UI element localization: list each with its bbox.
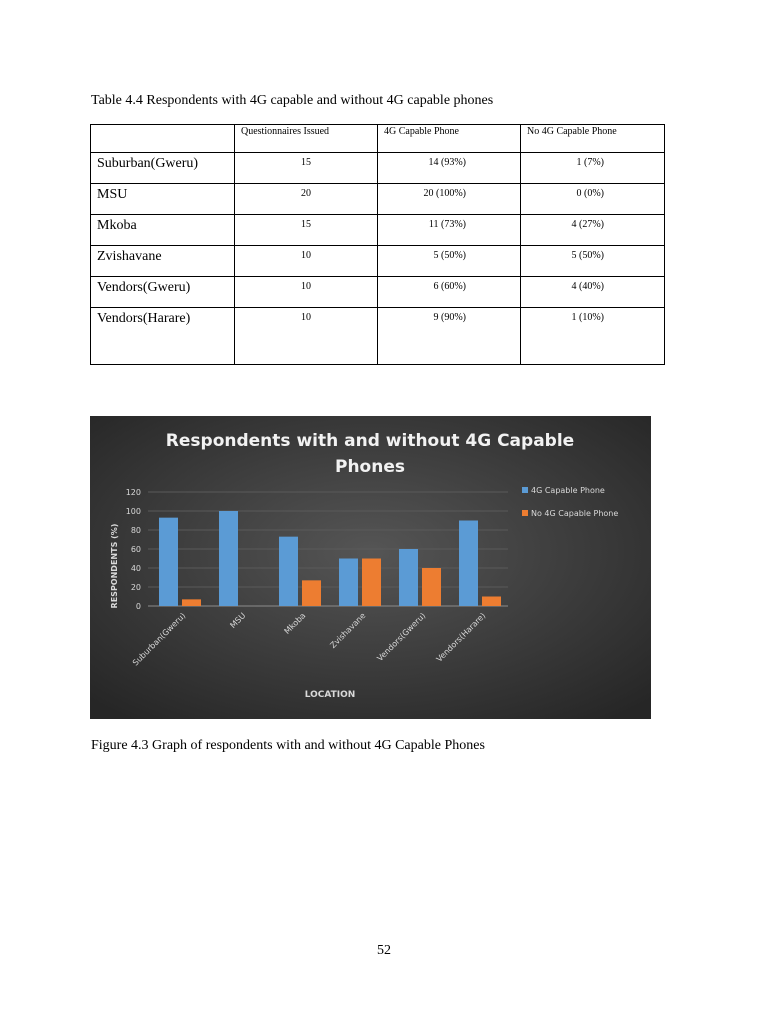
not-capable-cell: 0 (0%) bbox=[521, 184, 665, 215]
not-capable-cell: 5 (50%) bbox=[521, 246, 665, 277]
page-number: 52 bbox=[377, 943, 391, 958]
legend-label: 4G Capable Phone bbox=[531, 486, 605, 495]
x-tick-label: Mkoba bbox=[282, 611, 308, 636]
capable-cell: 6 (60%) bbox=[378, 277, 521, 308]
bar-not-capable bbox=[182, 599, 201, 606]
bar-capable bbox=[459, 521, 478, 607]
y-tick-label: 60 bbox=[130, 545, 141, 554]
table-row bbox=[91, 277, 665, 308]
x-tick-label: Suburban(Gweru) bbox=[130, 611, 188, 668]
bar-capable bbox=[219, 511, 238, 606]
location-cell: MSU bbox=[91, 184, 235, 215]
table-row bbox=[91, 153, 665, 184]
not-capable-cell: 1 (7%) bbox=[521, 153, 665, 184]
bar-not-capable bbox=[362, 559, 381, 607]
header-cell bbox=[91, 125, 235, 153]
x-tick-label: Vendors(Harare) bbox=[434, 611, 488, 664]
legend-swatch bbox=[522, 487, 528, 493]
bar-not-capable bbox=[422, 568, 441, 606]
bar-capable bbox=[159, 518, 178, 606]
capable-cell: 11 (73%) bbox=[378, 215, 521, 246]
issued-cell: 15 bbox=[235, 153, 378, 184]
x-tick-label: MSU bbox=[228, 611, 248, 631]
capable-cell: 14 (93%) bbox=[378, 153, 521, 184]
not-capable-cell: 4 (27%) bbox=[521, 215, 665, 246]
issued-cell: 10 bbox=[235, 308, 378, 365]
capable-cell: 5 (50%) bbox=[378, 246, 521, 277]
header-cell-capable: 4G Capable Phone bbox=[378, 125, 521, 153]
chart-title: Respondents with and without 4G Capable Phones bbox=[165, 431, 575, 477]
location-cell: Zvishavane bbox=[91, 246, 235, 277]
bar-not-capable bbox=[302, 580, 321, 606]
header-cell-issued: Questionnaires Issued bbox=[235, 125, 378, 153]
issued-cell: 15 bbox=[235, 215, 378, 246]
bar-capable bbox=[339, 559, 358, 607]
bar-not-capable bbox=[482, 597, 501, 607]
respondents-bar-chart bbox=[90, 416, 651, 719]
location-cell: Vendors(Harare) bbox=[91, 308, 235, 365]
issued-cell: 10 bbox=[235, 246, 378, 277]
capable-cell: 9 (90%) bbox=[378, 308, 521, 365]
table-header-row bbox=[91, 125, 665, 153]
y-tick-label: 0 bbox=[135, 602, 141, 611]
not-capable-cell: 4 (40%) bbox=[521, 277, 665, 308]
x-tick-label: Zvishavane bbox=[328, 611, 368, 651]
not-capable-cell: 1 (10%) bbox=[521, 308, 665, 365]
bar-capable bbox=[279, 537, 298, 606]
issued-cell: 20 bbox=[235, 184, 378, 215]
capable-cell: 20 (100%) bbox=[378, 184, 521, 215]
y-tick-label: 80 bbox=[130, 526, 141, 535]
table-row bbox=[91, 215, 665, 246]
y-tick-label: 40 bbox=[130, 564, 141, 573]
legend-swatch bbox=[522, 510, 528, 516]
location-cell: Vendors(Gweru) bbox=[91, 277, 235, 308]
location-cell: Suburban(Gweru) bbox=[91, 153, 235, 184]
table-caption: Table 4.4 Respondents with 4G capable and without 4G capable phones bbox=[91, 93, 494, 108]
y-axis-label: RESPONDENTS (%) bbox=[110, 523, 119, 609]
x-tick-label: Vendors(Gweru) bbox=[375, 611, 428, 664]
x-axis-label: LOCATION bbox=[304, 690, 356, 700]
header-cell-not-capable: No 4G Capable Phone bbox=[521, 125, 665, 153]
issued-cell: 10 bbox=[235, 277, 378, 308]
table-row bbox=[91, 308, 665, 365]
table-row bbox=[91, 184, 665, 215]
location-cell: Mkoba bbox=[91, 215, 235, 246]
respondents-table bbox=[90, 124, 665, 365]
bar-capable bbox=[399, 549, 418, 606]
y-tick-label: 120 bbox=[125, 488, 141, 497]
y-tick-label: 100 bbox=[125, 507, 141, 516]
legend-label: No 4G Capable Phone bbox=[531, 509, 619, 518]
y-tick-label: 20 bbox=[130, 583, 141, 592]
figure-caption: Figure 4.3 Graph of respondents with and without 4G Capable Phones bbox=[91, 738, 485, 753]
table-row bbox=[91, 246, 665, 277]
